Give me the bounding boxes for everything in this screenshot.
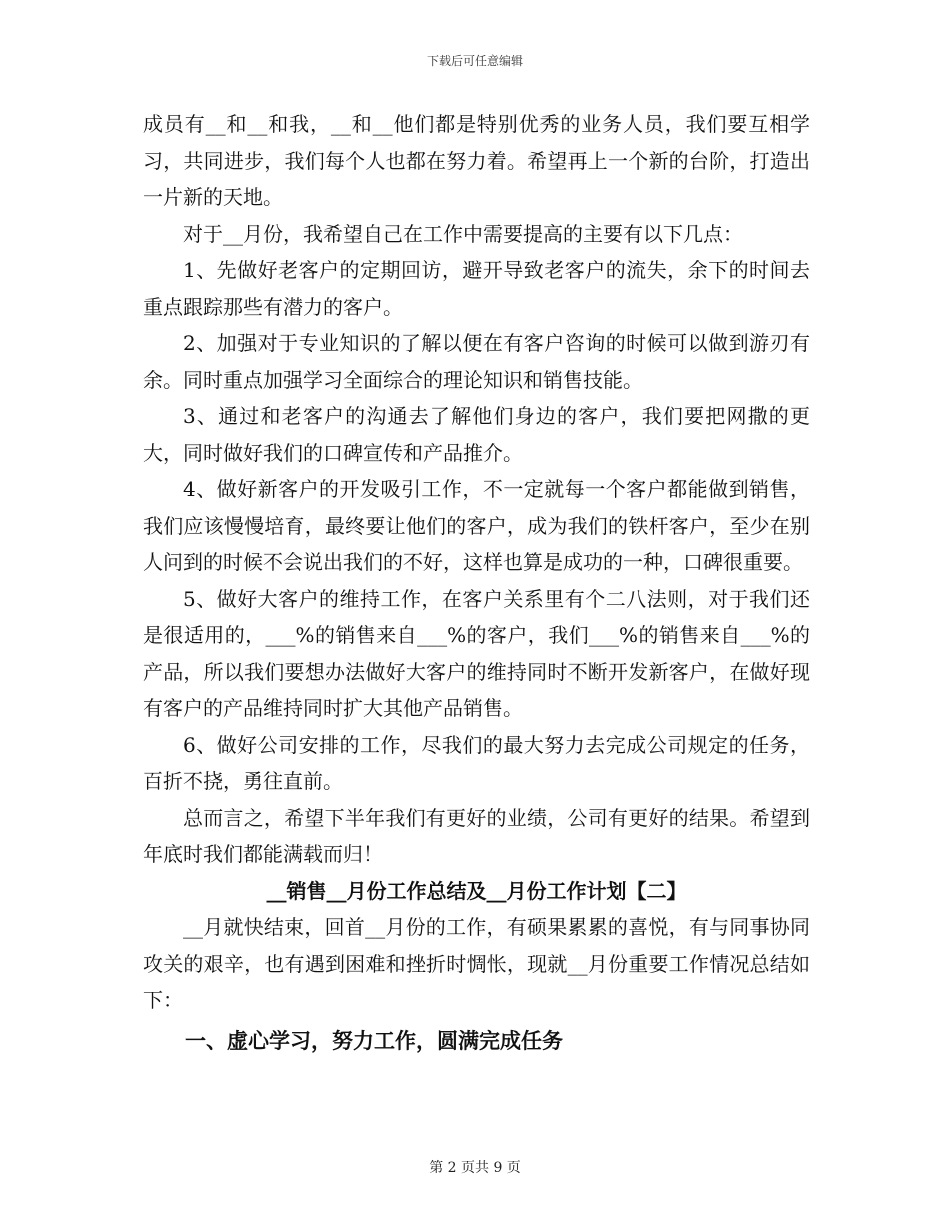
paragraph-conclusion: 总而言之，希望下半年我们有更好的业绩，公司有更好的结果。希望到年底时我们都能满载而归！ <box>143 805 810 866</box>
paragraph-improvement-intro: 对于__月份，我希望自己在工作中需要提高的主要有以下几点： <box>183 221 743 246</box>
paragraph-team-members: 成员有__和__和我，__和__他们都是特别优秀的业务人员，我们要互相学习，共同进步，我们每个人也都在努力着。希望再上一个新的台阶，打造出一片新的天地。 <box>143 112 810 209</box>
section-title: __销售__月份工作总结及__月份工作计划【二】 <box>266 878 687 903</box>
page-header: 下载后可任意编辑 <box>426 54 523 68</box>
paragraph-point-3: 3、通过和老客户的沟通去了解他们身边的客户，我们要把网撒的更大，同时做好我们的口碑宣传和产品推介。 <box>143 404 810 465</box>
paragraph-point-5: 5、做好大客户的维持工作，在客户关系里有个二八法则，对于我们还是很适用的，___%的销售来自___%的客户，我们___%的销售来自___%的产品，所以我们要想办法做好大客户的维持同时不断开发新客户，在做好现有客户的产品维持同时扩大其他产品销售。 <box>143 586 810 720</box>
paragraph-point-6: 6、做好公司安排的工作，尽我们的最大努力去完成公司规定的任务，百折不挠，勇往直前。 <box>143 732 810 793</box>
paragraph-point-2: 2、加强对于专业知识的了解以便在有客户咨询的时候可以做到游刃有余。同时重点加强学习全面综合的理论知识和销售技能。 <box>143 331 810 392</box>
subheading-learning: 一、虚心学习，努力工作，圆满完成任务 <box>185 1027 563 1053</box>
paragraph-point-4: 4、做好新客户的开发吸引工作，不一定就每一个客户都能做到销售，我们应该慢慢培育，最终要让他们的客户，成为我们的铁杆客户，至少在别人问到的时候不会说出我们的不好，这样也算是成功的一种，口碑很重要。 <box>143 477 810 574</box>
paragraph-section-intro: __月就快结束，回首__月份的工作，有硕果累累的喜悦，有与同事协同攻关的艰辛，也有遇到困难和挫折时惆怅，现就__月份重要工作情况总结如下： <box>143 915 810 1012</box>
paragraph-point-1: 1、先做好老客户的定期回访，避开导致老客户的流失，余下的时间去重点跟踪那些有潜力的客户。 <box>143 258 810 319</box>
page-number: 第 2 页共 9 页 <box>429 1160 521 1176</box>
document-body <box>143 106 810 1061</box>
